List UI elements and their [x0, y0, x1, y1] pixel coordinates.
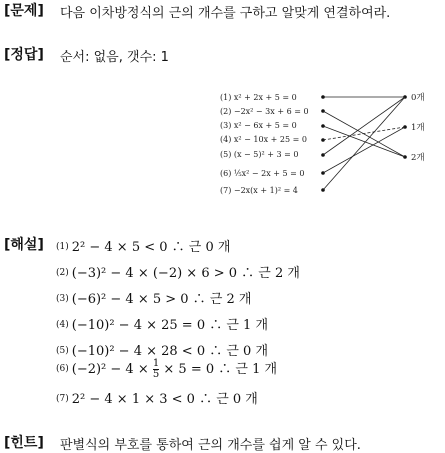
- fraction-denominator: 5: [152, 369, 160, 380]
- solution-num: (7): [56, 394, 69, 404]
- hint-text: 판별식의 부호를 통하여 근의 개수를 쉽게 알 수 있다.: [60, 438, 361, 453]
- solution-num: (1): [56, 242, 69, 252]
- explanation-tag: [해설]: [4, 237, 44, 253]
- solution-line-5: [56, 340, 268, 359]
- solution-num: (5): [56, 346, 69, 356]
- solution-text: (−10)² − 4 × 28 < 0 ∴ 근 0 개: [71, 344, 269, 359]
- solution-line-7: [56, 388, 258, 407]
- fraction-one-fifth: [153, 359, 159, 380]
- connection-7-0: [323, 97, 405, 190]
- hint-tag: [힌트]: [4, 435, 44, 451]
- solution-line-6: [56, 358, 277, 380]
- solution-text: 2² − 4 × 1 × 3 < 0 ∴ 근 0 개: [71, 392, 258, 407]
- problem-tag: [문제]: [4, 3, 44, 19]
- solution-text: 2² − 4 × 5 < 0 ∴ 근 0 개: [71, 240, 231, 255]
- equation-7: (7) −2x(x + 1)² = 4: [220, 186, 298, 195]
- root-count-label-1: 1개: [411, 123, 425, 133]
- solution-line-4: [56, 314, 268, 333]
- root-count-label-2: 2개: [411, 153, 425, 163]
- equation-1: (1) x² + 2x + 5 = 0: [220, 93, 297, 102]
- connection-3-2: [323, 126, 405, 157]
- solution-num: (4): [56, 320, 69, 330]
- solution-text-before: (−2)² − 4 ×: [71, 362, 149, 377]
- root-count-label-0: 0개: [411, 93, 425, 103]
- fraction-numerator: 1: [152, 358, 160, 369]
- solution-num: (2): [56, 268, 69, 278]
- solution-text: (−6)² − 4 × 5 > 0 ∴ 근 2 개: [71, 292, 252, 307]
- equation-6: (6) ⅕x² − 2x + 5 = 0: [220, 169, 305, 178]
- solution-num: (6): [56, 364, 69, 374]
- solution-line-2: [56, 262, 300, 281]
- equation-5: (5) (x − 5)² + 3 = 0: [220, 150, 299, 159]
- solution-line-1: [56, 236, 230, 255]
- equation-3: (3) x² − 6x + 5 = 0: [220, 121, 297, 130]
- solution-text-after: × 5 = 0 ∴ 근 1 개: [163, 362, 278, 377]
- solution-text: (−10)² − 4 × 25 = 0 ∴ 근 1 개: [71, 318, 269, 333]
- solution-num: (3): [56, 294, 69, 304]
- connection-5-0: [323, 97, 405, 155]
- solution-text: (−3)² − 4 × (−2) × 6 > 0 ∴ 근 2 개: [71, 266, 300, 281]
- answer-tag: [정답]: [4, 47, 44, 63]
- problem-text: 다음 이차방정식의 근의 개수를 구하고 알맞게 연결하여라.: [60, 6, 391, 21]
- equation-2: (2) −2x² − 3x + 6 = 0: [220, 107, 309, 116]
- solution-line-3: [56, 288, 251, 307]
- answer-text: 순서: 없음, 갯수: 1: [60, 50, 169, 65]
- equation-4: (4) x² − 10x + 25 = 0: [220, 135, 307, 144]
